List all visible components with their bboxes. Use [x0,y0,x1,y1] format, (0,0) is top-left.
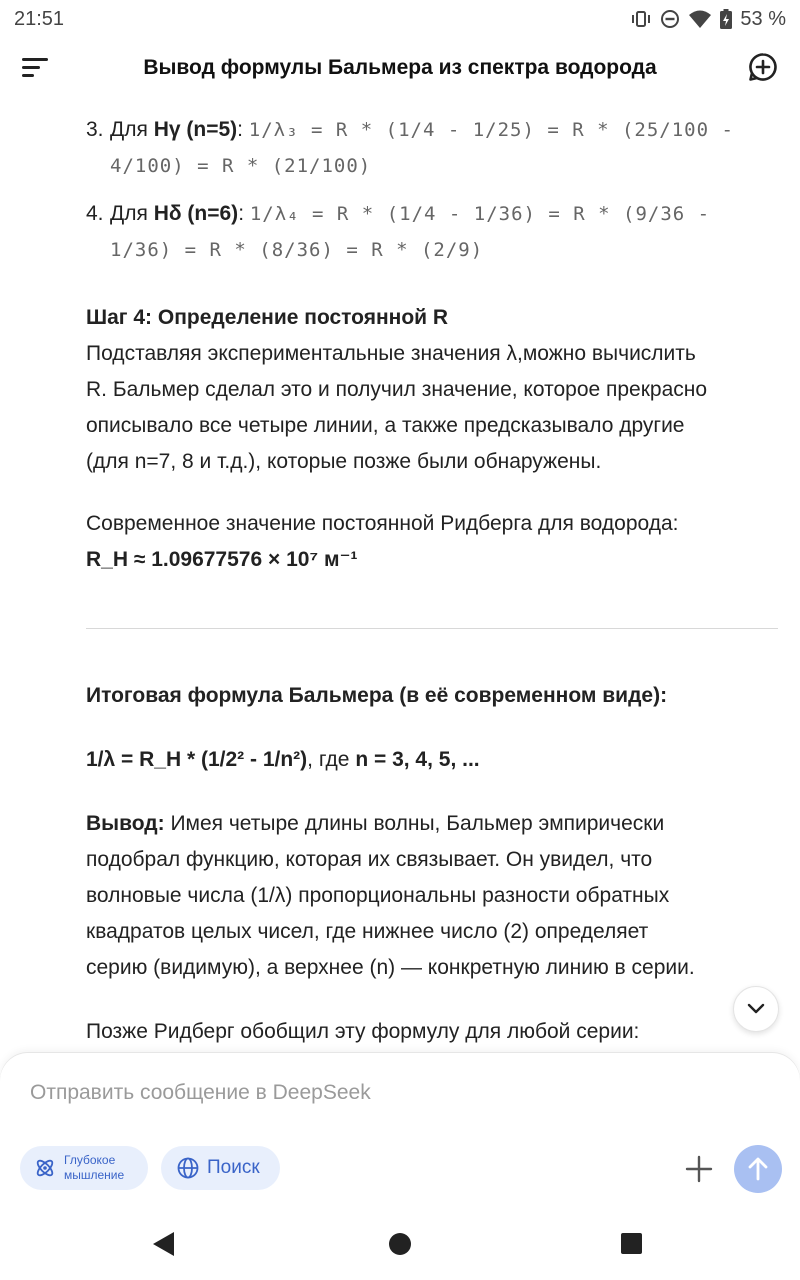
step4-paragraph: Подставляя экспериментальные значения λ,можно вычислить R. Бальмер сделал это и получил значение, которое прекрасно описывало все четыре линии, а также предсказывало другие (для n=7, 8 и т.д.), которые позже были обнаружены. [86,342,708,473]
message-input[interactable] [30,1081,730,1105]
message-content [0,98,800,1053]
rydberg-text: Современное значение постоянной Ридберга для водорода: [86,512,679,535]
system-nav-bar [0,1205,800,1280]
list-item-4: 4. Для Hδ (n=6): 1/λ₄ = R * (1/4 - 1/36) = R * (9/36 - 1/36) = R * (8/36) = R * (2/9) [86,202,711,261]
message-composer [0,1053,800,1205]
globe-icon [177,1157,199,1179]
search-toggle[interactable] [161,1146,280,1190]
send-button[interactable] [734,1145,782,1193]
home-button[interactable] [389,1233,411,1255]
status-time: 21:51 [14,7,65,30]
status-bar [0,0,800,38]
deep-thinking-toggle[interactable] [20,1146,148,1190]
formula-h-delta-line1: 1/λ₄ = R * (1/4 - 1/36) = R * (9/36 - [249,203,711,225]
deep-thinking-label-2: мышление [64,1168,125,1182]
wifi-icon [688,9,712,29]
formula-h-gamma-line1: 1/λ₃ = R * (1/4 - 1/25) = R * (25/100 - [248,119,734,141]
back-icon[interactable] [152,1231,176,1257]
chat-title: Вывод формулы Бальмера из спектра водорода [143,56,657,79]
step4-heading: Шаг 4: Определение постоянной R [86,306,449,329]
battery-icon [720,9,732,29]
dnd-icon [660,9,680,29]
battery-level: 53 % [740,7,786,30]
app-bar [0,38,800,98]
arrow-up-icon [747,1157,769,1181]
final-formula-heading: Итоговая формула Бальмера (в её современном виде): [86,684,668,707]
rydberg-generalization-text: Позже Ридберг обобщил эту формулу для любой серии: [86,1020,640,1043]
new-chat-icon [748,52,778,82]
rydberg-value: R_H ≈ 1.09677576 × 10⁷ м⁻¹ [86,548,358,571]
list-item-3: 3. Для Hγ (n=5): 1/λ₃ = R * (1/4 - 1/25) = R * (25/100 - 4/100) = R * (21/100) [86,118,734,177]
new-chat-button[interactable] [748,52,778,82]
formula-h-delta-line2: 1/36) = R * (8/36) = R * (2/9) [110,239,484,261]
vibrate-icon [630,9,652,29]
formula-h-gamma-line2: 4/100) = R * (21/100) [110,155,372,177]
search-label: Поиск [207,1157,260,1178]
attach-button[interactable] [684,1154,714,1184]
atom-icon [34,1157,56,1179]
conclusion-paragraph: Вывод: Имея четыре длины волны, Бальмер эмпирически подобрал функцию, которая их связывает. Он увидел, что волновые числа (1/λ) пропорциональны разности обратных квадратов целых чисел, где нижнее число (2) определяет серию (видимую), а верхнее (n) — конкретную линию в серии. [86,812,695,979]
plus-icon [684,1154,714,1184]
recents-button[interactable] [621,1233,642,1254]
deep-thinking-label-1: Глубокое [64,1153,116,1167]
status-icons [630,8,786,31]
balmer-formula: 1/λ = R_H * (1/2² - 1/n²), где n = 3, 4, 5, ... [86,748,480,771]
divider [86,628,778,629]
chevron-down-icon [747,1003,765,1015]
scroll-down-button[interactable] [733,986,779,1032]
